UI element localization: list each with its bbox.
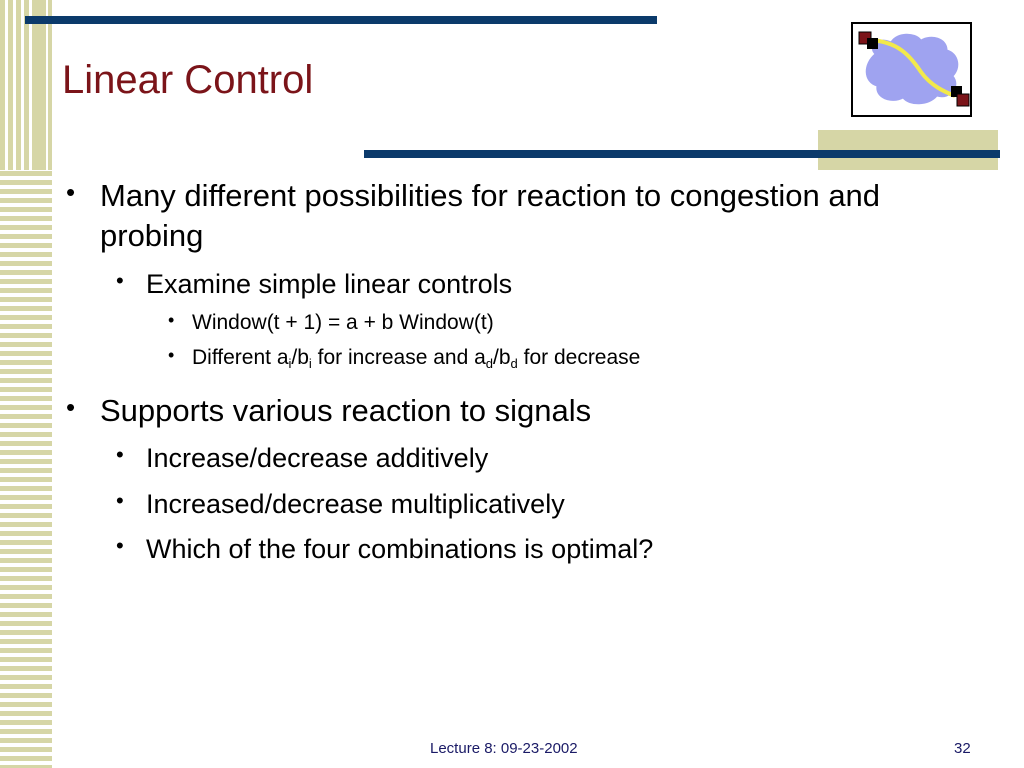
bullet-text: Many different possibilities for reaction to congestion and probing — [100, 178, 881, 254]
bullet-glyph: • — [116, 267, 124, 293]
bullet-text: Increase/decrease additively — [146, 443, 489, 474]
slide-title: Linear Control — [62, 58, 314, 102]
bullet-level2 — [60, 267, 980, 302]
bullet-level2 — [60, 487, 980, 522]
network-cloud-icon — [851, 22, 972, 117]
bullet-level2 — [60, 532, 980, 567]
slide-body — [60, 176, 980, 567]
bullet-glyph: • — [116, 532, 124, 558]
top-rule — [25, 16, 657, 24]
bullet-text: Supports various reaction to signals — [100, 393, 592, 429]
bullet-glyph: • — [168, 309, 175, 330]
bullet-level2 — [60, 441, 980, 476]
bullet-level1 — [60, 391, 980, 431]
slide-number: 32 — [954, 740, 971, 757]
bullet-level3 — [60, 308, 980, 337]
bullet-glyph: • — [168, 345, 175, 366]
bullet-glyph: • — [66, 392, 76, 423]
bullet-text: Examine simple linear controls — [146, 268, 513, 299]
bullet-text: Window(t + 1) = a + b Window(t) — [192, 310, 494, 334]
bullet-glyph: • — [116, 487, 124, 513]
bullet-glyph: • — [116, 442, 124, 468]
left-solid-bar — [36, 0, 46, 170]
bullet-glyph: • — [66, 177, 76, 207]
footer-lecture-label: Lecture 8: 09-23-2002 — [430, 740, 578, 757]
bullet-level1 — [60, 176, 980, 257]
bullet-text: Different $a_i/b_i$ for increase and $a_d/b_d$ for decrease — [192, 346, 641, 371]
bullet-level3 — [60, 343, 980, 373]
bullet-text: Which of the four combinations is optimal? — [146, 533, 654, 564]
bullet-text: Increased/decrease multiplicatively — [146, 488, 565, 519]
title-underline-rule — [364, 150, 1000, 158]
